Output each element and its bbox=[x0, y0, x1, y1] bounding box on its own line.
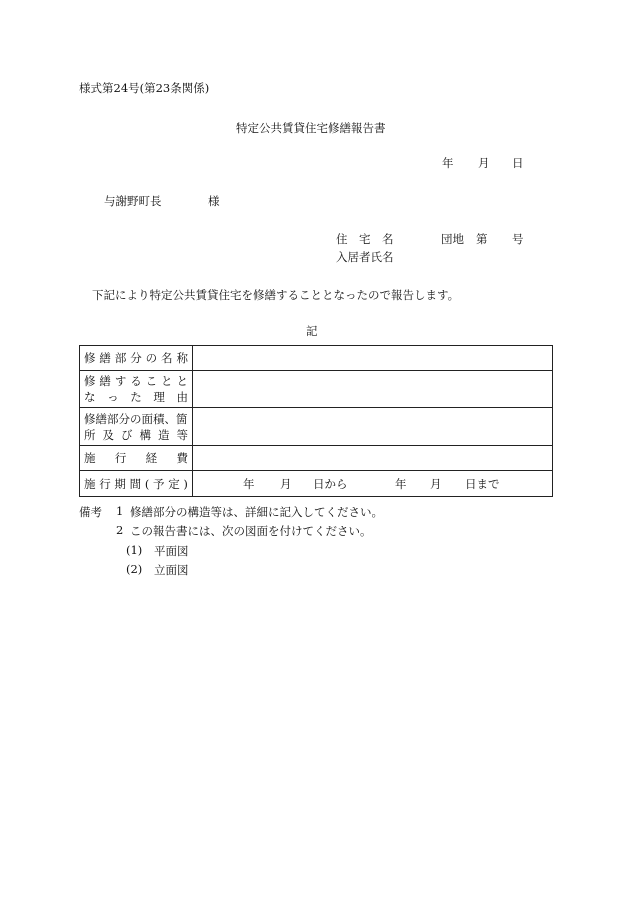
sub1-number: (1) bbox=[126, 543, 143, 557]
label-construction-cost bbox=[80, 446, 193, 471]
label-text-line1: 修繕部分の面積、箇 bbox=[84, 411, 188, 426]
sub2-text: 立面図 bbox=[154, 563, 189, 577]
label-text: 施 行 経 費 bbox=[84, 451, 188, 465]
value-repair-reason[interactable] bbox=[193, 371, 553, 408]
period-year1: 年 bbox=[243, 476, 255, 491]
note1-number: 1 bbox=[116, 504, 124, 518]
period-day-to: 日まで bbox=[465, 476, 500, 491]
table-row-repair-reason bbox=[80, 371, 553, 408]
sub1-text: 平面図 bbox=[154, 544, 189, 558]
date-year-label: 年 bbox=[442, 156, 454, 170]
period-day-from: 日から bbox=[313, 476, 348, 491]
label-repair-part-name bbox=[80, 346, 193, 371]
label-text-line2: な っ た 理 由 bbox=[84, 390, 188, 404]
sub2-number: (2) bbox=[126, 562, 143, 576]
addressee-name: 与謝野町長 bbox=[104, 194, 162, 208]
note2-number: 2 bbox=[116, 523, 124, 537]
table-row-area-structure bbox=[80, 408, 553, 446]
table-row-construction-cost bbox=[80, 446, 553, 471]
label-repair-reason bbox=[80, 371, 193, 408]
value-construction-cost[interactable] bbox=[193, 446, 553, 471]
label-area-structure bbox=[80, 408, 193, 446]
notes-heading: 備考 bbox=[79, 505, 102, 519]
period-month2: 月 bbox=[430, 476, 442, 491]
period-year2: 年 bbox=[395, 476, 407, 491]
table-row-repair-part-name bbox=[80, 346, 553, 371]
note2-text: この報告書には、次の図面を付けてください。 bbox=[130, 524, 372, 538]
dai-label: 第 bbox=[476, 232, 488, 246]
value-area-structure[interactable] bbox=[193, 408, 553, 446]
label-text-line1: 修 繕 す る こ と と bbox=[84, 374, 188, 388]
intro-text: 下記により特定公共賃貸住宅を修繕することとなったので報告します。 bbox=[92, 288, 460, 302]
value-repair-part-name[interactable] bbox=[193, 346, 553, 371]
label-text: 修 繕 部 分 の 名 称 bbox=[84, 351, 188, 365]
addressee-honorific: 様 bbox=[208, 194, 220, 208]
form-number: 様式第24号(第23条関係) bbox=[79, 81, 210, 95]
label-text-line2: 所 及 び 構 造 等 bbox=[84, 427, 188, 442]
danchi-label: 団地 bbox=[441, 232, 464, 246]
label-construction-period bbox=[80, 471, 193, 497]
date-day-label: 日 bbox=[512, 156, 524, 170]
date-month-label: 月 bbox=[478, 156, 490, 170]
resident-name-label: 入居者氏名 bbox=[336, 250, 394, 264]
table-row-construction-period bbox=[80, 471, 553, 497]
note1-text: 修繕部分の構造等は、詳細に記入してください。 bbox=[130, 505, 383, 519]
gou-label: 号 bbox=[512, 232, 524, 246]
housing-name-label: 住 宅 名 bbox=[336, 232, 394, 246]
repair-report-table bbox=[79, 345, 553, 497]
period-month1: 月 bbox=[280, 476, 292, 491]
document-title: 特定公共賃貸住宅修繕報告書 bbox=[236, 121, 386, 135]
label-text: 施 行 期 間 ( 予 定 ) bbox=[84, 476, 188, 491]
ki-heading: 記 bbox=[306, 324, 318, 338]
value-construction-period[interactable] bbox=[193, 471, 553, 497]
